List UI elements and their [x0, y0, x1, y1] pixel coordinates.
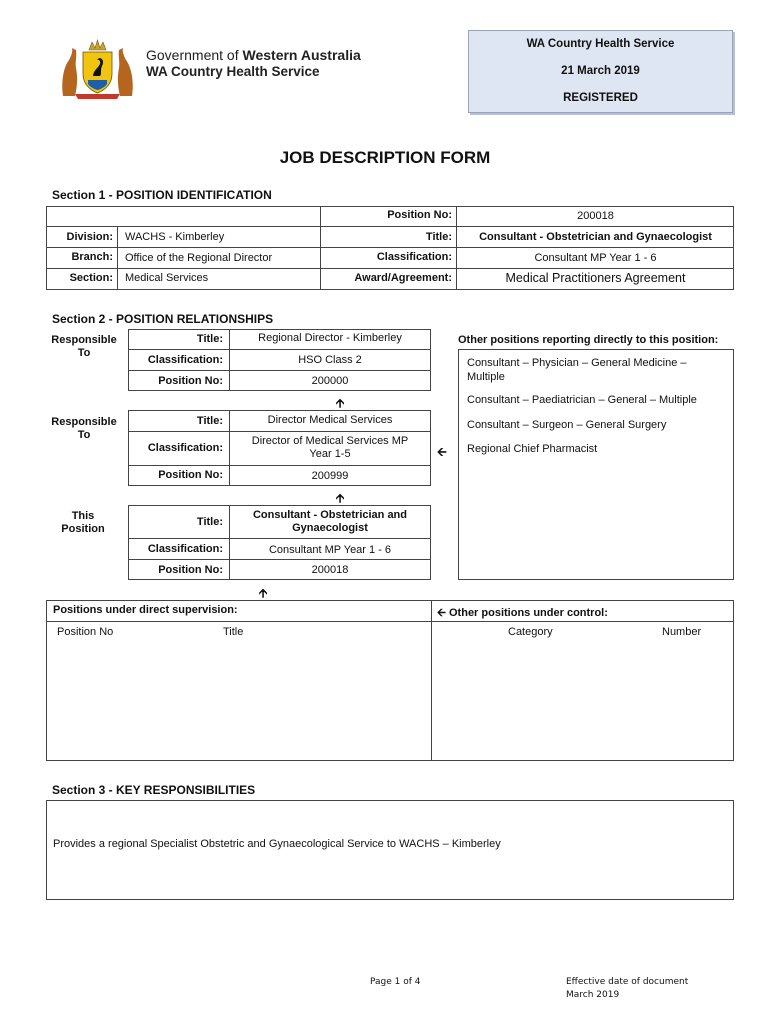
section-value: Medical Services	[125, 272, 209, 284]
box2-classification: Director of Medical Services MP Year 1-5	[251, 435, 409, 460]
box1-position-no-label: Position No:	[158, 375, 223, 387]
division-label: Division:	[66, 231, 113, 243]
responsible-to-label-2: Responsible To	[51, 416, 117, 441]
position-no-value: 200018	[577, 210, 614, 222]
key-responsibilities-box	[46, 800, 734, 900]
award-label: Award/Agreement:	[354, 272, 452, 284]
title-value: Consultant - Obstetrician and Gynaecologist	[479, 231, 712, 243]
box2-position-no-label: Position No:	[158, 469, 223, 481]
wa-crest-logo	[55, 38, 140, 100]
section2-heading: Section 2 - POSITION RELATIONSHIPS	[52, 312, 274, 326]
box1-position-no: 200000	[311, 375, 349, 387]
box3-title: Consultant - Obstetrician and Gynaecologist	[252, 509, 407, 534]
section1-heading: Section 1 - POSITION IDENTIFICATION	[52, 188, 272, 202]
arrow-left-icon: 🡨	[437, 607, 446, 619]
division-value: WACHS - Kimberley	[125, 231, 225, 243]
govt-line-1: Government of Western Australia	[146, 47, 361, 63]
under-supervision-heading: Positions under direct supervision:	[53, 604, 238, 616]
box3-title-label: Title:	[196, 516, 223, 528]
branch-label: Branch:	[71, 251, 113, 263]
box2-classification-label: Classification:	[147, 442, 223, 454]
arrow-left-icon: 🡨	[437, 445, 447, 459]
box1-classification: HSO Class 2	[298, 354, 362, 366]
other-control-label: Other positions under control:	[449, 607, 608, 619]
box2-title: Director Medical Services	[267, 414, 393, 426]
branch-value: Office of the Regional Director	[125, 252, 273, 264]
col-position-no: Position No	[57, 626, 114, 638]
effective-date-value: March 2019	[566, 990, 620, 1000]
col-category: Category	[508, 626, 553, 638]
position-no-label: Position No:	[387, 209, 452, 221]
box1-title-label: Title:	[196, 333, 223, 345]
supervision-table	[46, 600, 734, 761]
box3-classification: Consultant MP Year 1 - 6	[268, 544, 392, 556]
stamp-line-1: WA Country Health Service	[526, 38, 675, 50]
box3-classification-label: Classification:	[147, 543, 223, 555]
box2-position-no: 200999	[311, 470, 349, 482]
effective-date-label: Effective date of document	[566, 977, 689, 987]
form-title: JOB DESCRIPTION FORM	[279, 148, 491, 167]
page-number: Page 1 of 4	[370, 977, 421, 987]
box2-title-label: Title:	[196, 415, 223, 427]
key-responsibilities-text: Provides a regional Specialist Obstetric and Gynaecological Service to WACHS – Kimberley	[53, 838, 501, 850]
box3-position-no: 200018	[311, 564, 349, 576]
responsible-to-label-1: Responsible To	[51, 334, 117, 359]
section3-heading: Section 3 - KEY RESPONSIBILITIES	[52, 783, 256, 797]
other-reporting-item: Regional Chief Pharmacist	[467, 443, 598, 455]
registration-stamp	[468, 30, 733, 113]
classification-label: Classification:	[376, 251, 452, 263]
col-title: Title	[223, 626, 244, 638]
award-value: Medical Practitioners Agreement	[505, 271, 686, 285]
section-label: Section:	[69, 272, 113, 284]
arrow-up-icon: 🡩	[335, 396, 345, 410]
govt-line-2: WA Country Health Service	[146, 64, 320, 79]
box1-classification-label: Classification:	[147, 354, 223, 366]
arrow-up-icon: 🡩	[258, 586, 268, 600]
col-number: Number	[662, 626, 702, 638]
this-position-label: This Position	[61, 510, 105, 535]
box1-title: Regional Director - Kimberley	[258, 332, 402, 344]
other-reporting-item: Consultant – Paediatrician – General – Multiple	[467, 394, 697, 406]
stamp-line-2: 21 March 2019	[561, 65, 640, 77]
box3-position-no-label: Position No:	[158, 564, 223, 576]
other-control-heading	[437, 604, 608, 623]
other-reporting-item: Consultant – Physician – General Medicine – Multiple	[467, 357, 687, 383]
arrow-up-icon: 🡩	[335, 491, 345, 505]
classification-value: Consultant MP Year 1 - 6	[534, 252, 657, 264]
other-reporting-item: Consultant – Surgeon – General Surgery	[467, 419, 667, 431]
title-label: Title:	[425, 231, 452, 243]
other-reporting-heading: Other positions reporting directly to this position:	[458, 334, 719, 346]
stamp-line-3: REGISTERED	[563, 92, 638, 104]
